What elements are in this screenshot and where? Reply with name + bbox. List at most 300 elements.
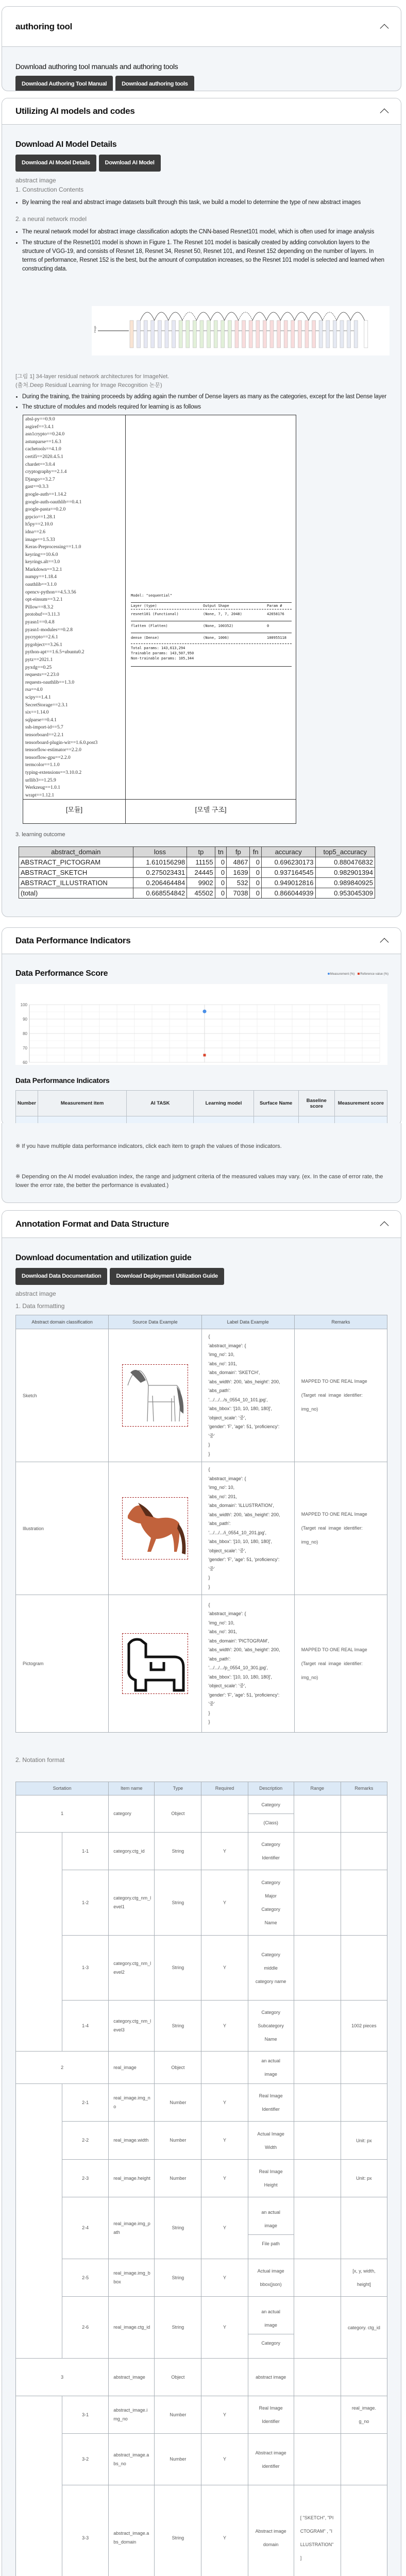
fc-layer-block — [364, 320, 368, 348]
performance-panel — [2, 927, 401, 1126]
indicator-header: Measurement item — [38, 1091, 126, 1116]
outcome-cell: 0.953045309 — [315, 888, 375, 899]
source-image-cell — [109, 1595, 201, 1733]
module-item: typing-extensions==3.10.0.2 — [25, 770, 82, 775]
module-item: astunparse==1.6.3 — [25, 439, 61, 445]
outcome-cell: ABSTRACT_PICTOGRAM — [19, 857, 133, 868]
module-item: chardet==3.0.4 — [25, 462, 55, 467]
download-ai-model-button[interactable]: Download AI Model — [99, 155, 161, 172]
module-item: pycrypto==2.6.1 — [25, 635, 58, 640]
sortation-cell: 2-3 — [62, 2160, 109, 2197]
outcome-header: top5_accuracy — [315, 847, 375, 857]
conv-layer-block — [326, 320, 330, 348]
module-item: wrapt==1.12.1 — [25, 792, 55, 798]
json-line: 'abs_domain': 'SKETCH', — [208, 1370, 260, 1375]
notation-row — [16, 1795, 387, 1833]
json-line: } — [208, 1451, 210, 1456]
layer-name: resnet101 (Functional) — [131, 612, 179, 616]
output-shape: (None, 1006) — [203, 636, 229, 640]
pictogram-horse-image — [122, 1633, 188, 1694]
notation-header: Remarks — [341, 1782, 387, 1795]
json-line: 'abs_width': 200, 'abs_height': 200, — [208, 1379, 280, 1384]
sortation-cell: 3 — [16, 2359, 109, 2396]
group-spacer-cell — [16, 2396, 62, 2576]
download-manual-button[interactable]: Download Authoring Tool Manual — [15, 76, 113, 91]
col-param: Param # — [267, 604, 282, 608]
description-cell — [248, 1833, 294, 1870]
module-item: Keras-Preprocessing==1.1.0 — [25, 545, 81, 550]
illustration-horse-image — [122, 1497, 188, 1560]
skip-connection — [155, 312, 168, 320]
skip-connection — [239, 312, 252, 320]
label-json-cell — [201, 1329, 294, 1462]
item-name-cell: category.ctg_id — [109, 1833, 155, 1870]
remarks-cell — [294, 1329, 387, 1462]
model-summary-title: Model: "sequential" — [131, 594, 173, 598]
outcome-cell: 0.982901394 — [315, 868, 375, 878]
outcome-cell: 7038 — [227, 888, 250, 899]
download-ai-model-details-button[interactable]: Download AI Model Details — [15, 155, 96, 172]
type-cell: String — [155, 2001, 201, 2052]
json-line: 'abs_bbox': '[10, 10, 180, 180]', — [208, 1539, 272, 1544]
description-cell — [248, 2197, 294, 2259]
json-line: 'abs_path': — [208, 1656, 231, 1662]
notation-row — [16, 2084, 387, 2122]
required-cell: Y — [201, 2084, 248, 2122]
remarks-cell — [341, 2052, 387, 2084]
json-line: 'abs_bbox': '[10, 10, 180, 180]', — [208, 1674, 272, 1680]
item-name-cell: abstract_image.abs_no — [109, 2434, 155, 2485]
outcome-header-row — [19, 847, 375, 857]
indicator-header: Learning model — [194, 1091, 253, 1116]
range-cell — [294, 1833, 341, 1870]
non-trainable-params: Non-trainable params: 105,344 — [131, 656, 194, 660]
skip-connection — [266, 312, 280, 320]
outcome-cell: 11155 — [187, 857, 215, 868]
note-evaluation: ※ Depending on the AI model evaluation index, the range and judgment criteria of the measured values may vary. (ex. In the case of error rate, the lower the error rate, the better the performance is evaluated.) — [15, 1174, 383, 1189]
layer-name: flatten (Flatten) — [131, 624, 168, 628]
conv-layer-block — [270, 320, 274, 348]
item-name-cell: real_image.width — [109, 2122, 155, 2160]
figure-source: (출처.Deep Residual Learning for Image Recognition 논문) — [15, 382, 162, 388]
description-cell — [248, 2052, 294, 2084]
json-line: 'img_no': 10, — [208, 1352, 234, 1357]
required-cell: Y — [201, 2001, 248, 2052]
notation-row — [16, 2122, 387, 2160]
json-line: } — [208, 1719, 210, 1724]
module-item: asn1crypto==0.24.0 — [25, 432, 65, 437]
remark-line: img_no) — [301, 1539, 318, 1545]
type-cell: Number — [155, 2122, 201, 2160]
required-cell: Y — [201, 2160, 248, 2197]
abstract-image-tag: abstract image — [15, 1290, 56, 1297]
conv-layer-block — [179, 320, 182, 348]
outcome-header: accuracy — [261, 847, 315, 857]
outcome-cell: 0 — [250, 888, 262, 899]
json-line: { — [208, 1467, 210, 1472]
model-structure-cell — [126, 415, 296, 799]
outcome-header: tn — [215, 847, 227, 857]
remark-line: MAPPED TO ONE REAL Image — [301, 1379, 367, 1384]
score-chart — [15, 984, 387, 1065]
notation-row — [16, 2052, 387, 2084]
range-cell — [294, 2001, 341, 2052]
ai-models-panel — [2, 98, 401, 917]
conv-layer-block — [151, 320, 155, 348]
range-cell — [294, 2434, 341, 2485]
json-line: '.../.../.../p_0554_10_301.jpg', — [208, 1665, 268, 1670]
range-cell — [294, 2396, 341, 2434]
item-name-cell: abstract_image — [109, 2359, 155, 2396]
json-line: { — [208, 1334, 210, 1339]
type-cell: Number — [155, 2434, 201, 2485]
description-text: an actual image — [248, 2303, 294, 2334]
notation-header: Type — [155, 1782, 201, 1795]
sortation-cell: 3-3 — [62, 2485, 109, 2576]
authoring-header[interactable] — [2, 7, 401, 47]
bullet: The structure of modules and models required for learning is as follows — [15, 403, 392, 412]
note-multiple: ※ If you have multiple data performance indicators, click each item to graph the values of those indicators. — [15, 1143, 282, 1149]
module-item: termcolor==1.1.0 — [25, 762, 60, 768]
ai-models-subtitle: Download AI Model Details — [15, 140, 117, 149]
skip-connection — [225, 312, 239, 320]
outcome-header: fp — [227, 847, 250, 857]
description-cell — [248, 2297, 294, 2359]
json-line: 'object_scale': '중', — [208, 1548, 246, 1553]
outcome-cell: 0.696230173 — [261, 857, 315, 868]
module-item: requests-oauthlib==1.3.0 — [25, 680, 75, 685]
source-image-cell — [109, 1462, 201, 1595]
description-text: an actual image — [261, 2058, 280, 2077]
sketch-horse-image — [122, 1364, 188, 1427]
required-cell — [201, 1795, 248, 1833]
required-cell: Y — [201, 1936, 248, 2001]
module-item: image==1.5.33 — [25, 537, 55, 543]
score-chart-svg — [15, 984, 387, 1065]
chevron-up-icon[interactable] — [379, 1219, 388, 1229]
remarks-cell — [341, 1795, 387, 1833]
chevron-up-icon[interactable] — [379, 107, 388, 116]
range-cell: [ "SKETCH", "PICTOGRAM" , "ILLUSTRATION" ] — [294, 2485, 341, 2576]
description-cell — [248, 2160, 294, 2197]
required-cell: Y — [201, 2396, 248, 2434]
learning-outcome-table — [19, 846, 375, 899]
conv-layer-block — [312, 320, 316, 348]
module-item: Django==3.2.7 — [25, 477, 55, 482]
description-cell — [248, 1870, 294, 1936]
y-tick-label: 100 — [20, 1003, 27, 1007]
description-text: Actual image bbox(json) — [257, 2268, 284, 2287]
conv-layer-block — [340, 320, 344, 348]
trainable-params: Trainable params: 143,507,950 — [131, 651, 194, 655]
chevron-up-icon[interactable] — [379, 22, 388, 31]
skip-connection — [295, 312, 309, 320]
conv-layer-block — [256, 320, 260, 348]
remark-line: MAPPED TO ONE REAL Image — [301, 1512, 367, 1517]
download-data-documentation-button[interactable]: Download Data Documentation — [15, 1268, 107, 1285]
model-layer-row — [131, 621, 292, 631]
notation-row — [16, 2396, 387, 2434]
outcome-cell: 0 — [215, 857, 227, 868]
remarks-cell — [341, 2359, 387, 2396]
remarks-cell: category. ctg_id — [341, 2297, 387, 2359]
item-name-cell: real_image.img_path — [109, 2197, 155, 2259]
module-item: pyasn1-modules==0.2.8 — [25, 627, 73, 633]
sortation-cell: 1-1 — [62, 1833, 109, 1870]
download-authoring-tools-button[interactable]: Download authoring tools — [115, 76, 194, 91]
authoring-title: authoring tool — [15, 21, 73, 31]
module-item: tensorboard-plugin-wit==1.6.0.post3 — [25, 740, 98, 745]
description-text: Category — [248, 1796, 294, 1814]
remark-line: (Target real image identifier: — [301, 1393, 363, 1398]
outcome-cell: 0.668554842 — [133, 888, 187, 899]
skip-connection — [280, 312, 294, 320]
item-name-cell: abstract_image.abs_domain — [109, 2485, 155, 2576]
json-line: 'object_scale': '중', — [208, 1415, 246, 1420]
module-item: sqlparse==0.4.1 — [25, 717, 57, 723]
skip-connection — [350, 312, 364, 320]
range-cell — [294, 2052, 341, 2084]
conv-layer-block — [333, 320, 336, 348]
label-json-cell — [201, 1462, 294, 1595]
remark-line: img_no) — [301, 1674, 318, 1680]
json-line: 'abs_path': — [208, 1388, 231, 1393]
sortation-cell: 1-2 — [62, 1870, 109, 1936]
notation-header: Description — [248, 1782, 294, 1795]
item-name-cell: real_image.img_no — [109, 2084, 155, 2122]
notation-row — [16, 2434, 387, 2485]
description-text-2: File path — [262, 2241, 280, 2246]
description-cell — [248, 2122, 294, 2160]
annotation-header[interactable] — [2, 1211, 401, 1238]
json-line: 'abs_no': 301, — [208, 1629, 237, 1634]
description-text-2: Category — [261, 2341, 280, 2346]
type-cell: String — [155, 2259, 201, 2297]
module-item: h5py==2.10.0 — [25, 522, 53, 528]
remarks-cell: Unit: px — [341, 2160, 387, 2197]
skip-connection — [210, 312, 224, 320]
param-count: 42658176 — [267, 612, 284, 616]
skip-connection — [309, 312, 323, 320]
conv-layer-block — [214, 320, 217, 348]
skip-connection — [336, 312, 350, 320]
conv-layer-block — [305, 320, 309, 348]
module-item: SecretStorage==2.3.1 — [25, 702, 68, 708]
remarks-cell — [341, 2197, 387, 2259]
label-json-cell — [201, 1595, 294, 1733]
item-name-cell: abstract_image.img_no — [109, 2396, 155, 2434]
item-name-cell: category — [109, 1795, 155, 1833]
reference-point[interactable] — [204, 1054, 206, 1057]
item-name-cell: real_image.ctg_id — [109, 2297, 155, 2359]
outcome-cell: 4867 — [227, 857, 250, 868]
outcome-cell: ABSTRACT_SKETCH — [19, 868, 133, 878]
json-line: 'abstract_image': { — [208, 1611, 246, 1616]
outcome-header: loss — [133, 847, 187, 857]
conv-layer-block — [137, 320, 141, 348]
sortation-cell: 1-4 — [62, 2001, 109, 2052]
model-caption: [모델 구조] — [126, 799, 296, 824]
type-cell: Object — [155, 1795, 201, 1833]
type-cell: Number — [155, 2396, 201, 2434]
conv-layer-block — [291, 320, 295, 348]
range-cell — [294, 2122, 341, 2160]
type-cell: Object — [155, 2359, 201, 2396]
indicator-header: Baseline score — [298, 1091, 334, 1116]
col-layer: Layer (type) — [131, 604, 157, 608]
required-cell — [201, 2052, 248, 2084]
json-line: } — [208, 1575, 210, 1580]
json-line: 'abstract_image': { — [208, 1476, 246, 1481]
notation-row — [16, 2259, 387, 2297]
section-construction: 1. Construction Contents — [15, 186, 84, 193]
download-utilization-guide-button[interactable]: Download Deployment Utilization Guide — [110, 1268, 224, 1285]
description-text: Real Image Height — [259, 2169, 283, 2188]
json-line: 'abs_domain': 'ILLUSTRATION', — [208, 1503, 274, 1508]
json-line: 'img_no': 10, — [208, 1485, 234, 1490]
data-format-table — [15, 1315, 387, 1733]
outcome-cell: 0 — [250, 857, 262, 868]
range-cell — [294, 2359, 341, 2396]
remarks-cell — [294, 1462, 387, 1595]
description-cell — [248, 2084, 294, 2122]
skip-connection — [182, 312, 196, 320]
resnet-architecture-figure — [92, 306, 390, 355]
outcome-cell: 0 — [250, 868, 262, 878]
json-line: 'gender': 'F', 'age': 51, 'proficiency': — [208, 1424, 280, 1429]
outcome-cell: 45502 — [187, 888, 215, 899]
sortation-cell: 2-5 — [62, 2259, 109, 2297]
module-item: idna==2.6 — [25, 529, 45, 535]
figure-caption: [그림 1] 34-layer residual network architectures for ImageNet. — [15, 374, 170, 380]
remarks-cell: [x, y, width, height] — [341, 2259, 387, 2297]
total-params: Total params: 143,613,294 — [131, 646, 185, 650]
conv-layer-block — [158, 320, 161, 348]
y-tick-label: 90 — [23, 1017, 27, 1022]
notation-row — [16, 2359, 387, 2396]
module-item: protobuf==3.11.3 — [25, 612, 60, 618]
sortation-cell: 2-1 — [62, 2084, 109, 2122]
remarks-cell — [294, 1595, 387, 1733]
outcome-cell: 0 — [250, 878, 262, 888]
ai-models-header[interactable] — [2, 98, 401, 125]
outcome-cell: 1639 — [227, 868, 250, 878]
module-item: absl-py==0.9.0 — [25, 417, 55, 422]
section-notation-format: 2. Notation format — [15, 1756, 65, 1764]
format-header: Label Data Example — [201, 1315, 294, 1329]
description-text: Category Subcategory Name — [258, 2010, 284, 2042]
module-item: pyxdg==0.25 — [25, 665, 52, 670]
json-line: } — [208, 1710, 210, 1716]
json-line: } — [208, 1442, 210, 1447]
module-item: scipy==1.4.1 — [25, 694, 51, 700]
outcome-cell: (total) — [19, 888, 133, 899]
notation-row — [16, 1833, 387, 1870]
remarks-cell — [341, 1936, 387, 2001]
type-cell: String — [155, 1936, 201, 2001]
item-name-cell: category.ctg_nm_level1 — [109, 1870, 155, 1936]
type-cell: String — [155, 2297, 201, 2359]
conv-layer-block — [144, 320, 147, 348]
conv-layer-block — [242, 320, 246, 348]
remarks-cell: real_image. g_no — [341, 2396, 387, 2434]
notation-header: Required — [201, 1782, 248, 1795]
json-line: 'abs_domain': 'PICTOGRAM', — [208, 1638, 269, 1643]
authoring-subtitle: Download authoring tool manuals and authoring tools — [15, 62, 178, 71]
chevron-up-icon[interactable] — [379, 936, 388, 945]
module-item: grpcio==1.28.1 — [25, 514, 56, 520]
notation-header: Sortation — [16, 1782, 109, 1795]
required-cell: Y — [201, 2297, 248, 2359]
model-layer-row — [131, 609, 292, 619]
conv-layer-block — [186, 320, 190, 348]
description-text: Real Image Identifier — [259, 2093, 283, 2112]
module-item: google-auth==1.14.2 — [25, 492, 66, 497]
conv-layer-block — [200, 320, 204, 348]
range-cell — [294, 1870, 341, 1936]
range-cell — [294, 2259, 341, 2297]
sortation-cell: 1 — [16, 1795, 109, 1833]
type-cell: Object — [155, 2052, 201, 2084]
json-line: 'gender': 'F', 'age': 51, 'proficiency': — [208, 1692, 280, 1698]
skip-connection — [323, 312, 336, 320]
section-data-formatting: 1. Data formatting — [15, 1302, 65, 1310]
type-cell: String — [155, 2197, 201, 2259]
remark-line: img_no) — [301, 1406, 318, 1412]
bullet: The structure of the Resnet101 model is shown in Figure 1. The Resnet 101 model is basically created by adding convolution layers to the structure of VGG-19, and consists of Resnet 18, Resnet 34, Resnet 50, Resnet 101, and Resnet 152 depending on the number of layers. In terms of performance, Resnet 152 is the best, but the amount of computation increases, so the Resnet 101 model is selected and learned when constructing data. — [15, 239, 387, 274]
module-item: numpy==1.18.4 — [25, 574, 57, 580]
skip-connection — [168, 312, 182, 320]
skip-connection — [252, 312, 266, 320]
description-cell — [248, 2359, 294, 2396]
outcome-header: fn — [250, 847, 262, 857]
conv-layer-block — [165, 320, 168, 348]
sortation-cell: 2-6 — [62, 2297, 109, 2359]
required-cell: Y — [201, 1833, 248, 1870]
sortation-cell: 1-3 — [62, 1936, 109, 2001]
description-cell — [248, 2001, 294, 2052]
sortation-cell: 3-1 — [62, 2396, 109, 2434]
indicator-header: Number — [16, 1091, 38, 1116]
outcome-cell: 0.949012816 — [261, 878, 315, 888]
description-cell — [248, 2396, 294, 2434]
measurement-point[interactable] — [203, 1010, 207, 1013]
remarks-cell: Unit: px — [341, 2122, 387, 2160]
performance-header[interactable] — [2, 928, 401, 954]
json-line: 'abstract_image': { — [208, 1343, 246, 1348]
type-cell: String — [155, 1833, 201, 1870]
remarks-cell — [341, 2434, 387, 2485]
module-item: requests==2.23.0 — [25, 672, 59, 678]
indicator-header: Surface Name — [253, 1091, 298, 1116]
sortation-cell: 3-2 — [62, 2434, 109, 2485]
description-text: Category Major Category Name — [261, 1880, 280, 1925]
module-item: gast==0.3.3 — [25, 484, 49, 490]
description-cell — [248, 2434, 294, 2485]
module-item: tensorflow-estimator==2.2.0 — [25, 748, 81, 753]
outcome-cell: 0.880476832 — [315, 857, 375, 868]
outcome-cell: ABSTRACT_ILLUSTRATION — [19, 878, 133, 888]
item-name-cell: category.ctg_nm_level3 — [109, 2001, 155, 2052]
description-text: Real Image Identifier — [259, 2405, 283, 2424]
annotation-panel — [2, 1210, 401, 2576]
source-image-cell — [109, 1329, 201, 1462]
module-item: rsa==4.0 — [25, 687, 43, 693]
skip-connection — [140, 312, 154, 320]
json-line: '중' — [208, 1566, 215, 1571]
conv-layer-block — [193, 320, 196, 348]
notation-table — [15, 1782, 387, 2576]
